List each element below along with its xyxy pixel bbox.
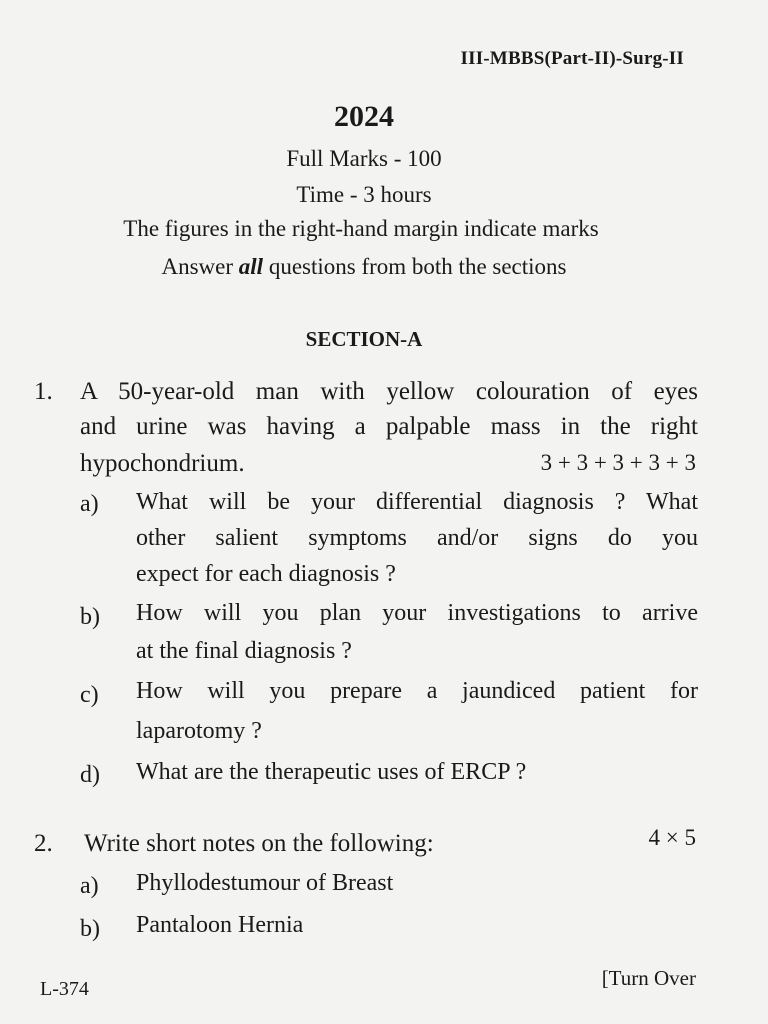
q1c-line-1: How will you prepare a jaundiced patient for <box>136 678 698 704</box>
q1-line-1: A 50-year-old man with yellow colouration of eyes <box>80 378 698 405</box>
exam-year: 2024 <box>334 100 394 133</box>
q1d-label: d) <box>80 762 100 788</box>
q2a-text: Phyllodestumour of Breast <box>136 870 394 896</box>
marks-instruction: The figures in the right-hand margin indicate marks <box>123 216 599 241</box>
q1-marks: 3 + 3 + 3 + 3 + 3 <box>540 450 696 475</box>
q1-number: 1. <box>34 378 53 405</box>
q1a-line-2: other salient symptoms and/or signs do you <box>136 525 698 551</box>
q1b-line-2: at the final diagnosis ? <box>136 638 352 664</box>
answer-instruction-pre: Answer <box>161 254 239 279</box>
paper-code: III-MBBS(Part-II)-Surg-II <box>460 48 684 69</box>
answer-instruction-post: questions from both the sections <box>263 254 567 279</box>
q2-number: 2. <box>34 830 53 857</box>
turn-over-note: [Turn Over <box>601 966 696 990</box>
q1b-label: b) <box>80 604 100 630</box>
q1a-label: a) <box>80 491 99 517</box>
paper-serial-code: L-374 <box>40 978 89 1000</box>
q2b-text: Pantaloon Hernia <box>136 912 304 938</box>
answer-instruction-emphasis: all <box>238 254 264 279</box>
q1-line-3: hypochondrium. <box>80 450 245 477</box>
exam-time: Time - 3 hours <box>296 182 432 207</box>
q1a-line-3: expect for each diagnosis ? <box>136 561 396 587</box>
q2b-label: b) <box>80 916 100 942</box>
full-marks: Full Marks - 100 <box>286 146 442 171</box>
q1-line-2: and urine was having a palpable mass in the right <box>80 413 698 440</box>
section-title: SECTION-A <box>305 327 423 351</box>
q1c-line-2: laparotomy ? <box>136 718 262 744</box>
q2-text: Write short notes on the following: <box>84 830 434 857</box>
q1b-line-1: How will you plan your investigations to arrive <box>136 600 698 626</box>
q2-marks: 4 × 5 <box>648 825 696 850</box>
q2a-label: a) <box>80 873 99 899</box>
q1a-line-1: What will be your differential diagnosis ? What <box>136 489 698 515</box>
q1d-line-1: What are the therapeutic uses of ERCP ? <box>136 759 527 785</box>
answer-instruction <box>0 254 728 280</box>
q1c-label: c) <box>80 682 99 708</box>
